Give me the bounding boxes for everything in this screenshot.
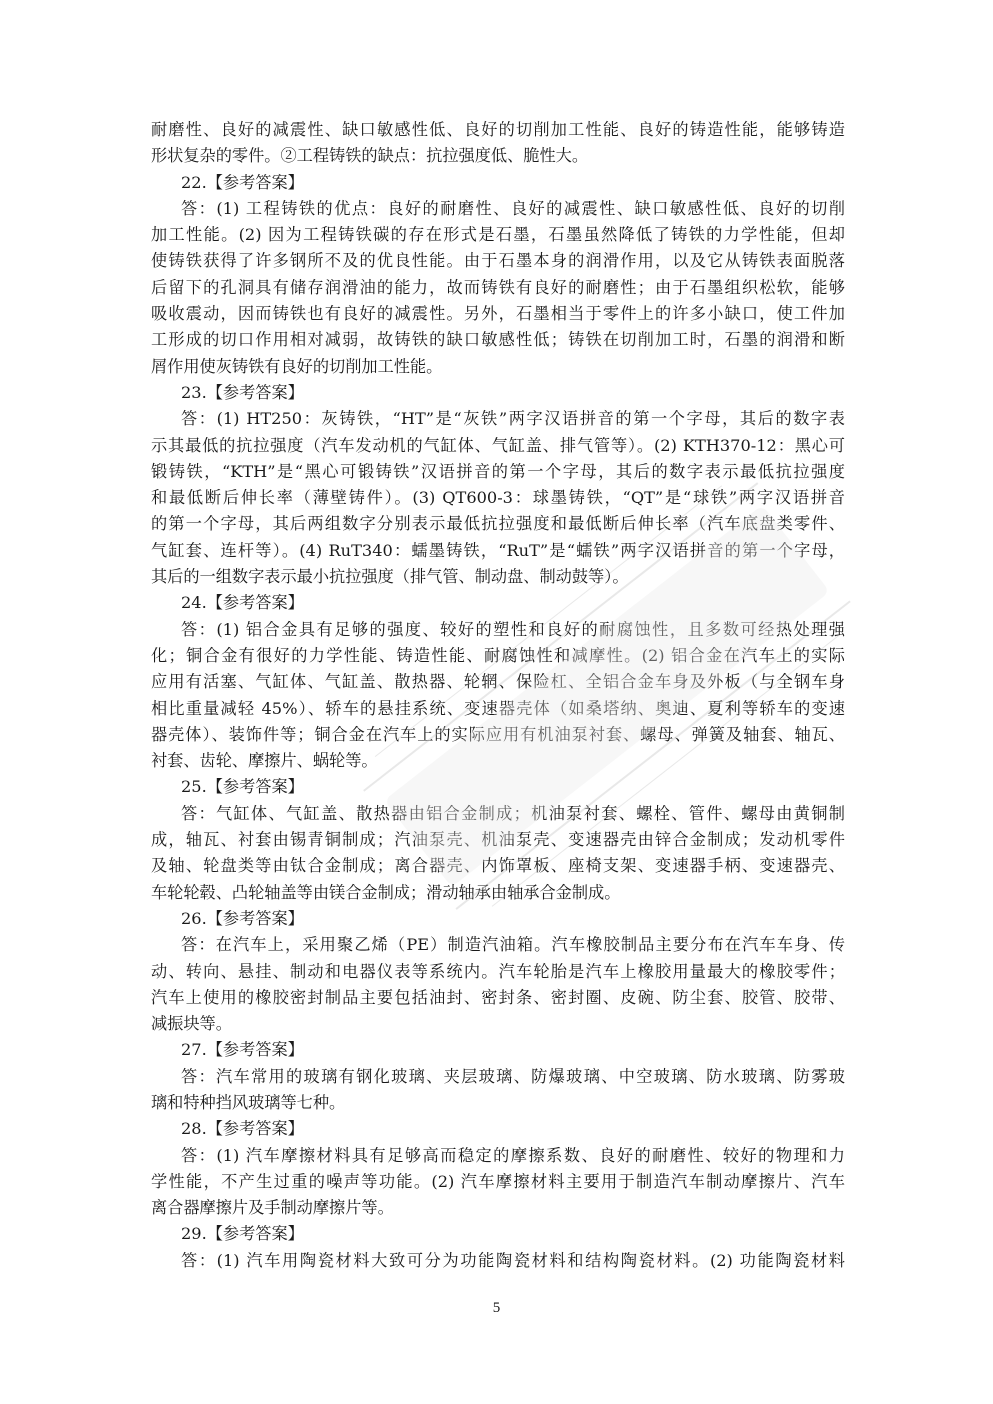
answer-heading: 26.【参考答案】 [181, 908, 304, 928]
paragraph-line: 衬套、齿轮、摩擦片、蜗轮等。 [151, 751, 378, 771]
answer-heading: 24.【参考答案】 [181, 593, 304, 613]
answer-heading: 23.【参考答案】 [181, 382, 304, 402]
paragraph-line: 使铸铁获得了许多钢所不及的优良性能。由于石墨本身的润滑作用，以及它从铸铁表面脱落 [151, 251, 845, 271]
paragraph-line: 后留下的孔洞具有储存润滑油的能力，故而铸铁有良好的耐磨性；由于石墨组织松软，能够 [151, 277, 845, 297]
paragraph-line: 气缸套、连杆等）。(4) RuT340：蠕墨铸铁，“RuT”是“蠕铁”两字汉语拼音的第一个字母， [151, 540, 845, 560]
paragraph-line: 相比重量减轻 45%）、轿车的悬挂系统、变速器壳体（如桑塔纳、奥迪、夏利等轿车的变速 [151, 698, 845, 718]
paragraph-line: 璃和特种挡风玻璃等七种。 [151, 1092, 346, 1112]
paragraph-line: 答：(1) 铝合金具有足够的强度、较好的塑性和良好的耐腐蚀性，且多数可经热处理强 [181, 619, 845, 639]
answer-heading: 27.【参考答案】 [181, 1040, 304, 1060]
paragraph-line: 器壳体）、装饰件等；铜合金在汽车上的实际应用有机油泵衬套、螺母、弹簧及轴套、轴瓦、 [151, 724, 845, 744]
answer-heading: 28.【参考答案】 [181, 1119, 304, 1139]
paragraph-line: 答：气缸体、气缸盖、散热器由铝合金制成；机油泵衬套、螺栓、管件、螺母由黄铜制 [181, 803, 845, 823]
paragraph-line: 屑作用使灰铸铁有良好的切削加工性能。 [151, 356, 443, 376]
paragraph-line: 加工性能。(2) 因为工程铸铁碳的存在形式是石墨，石墨虽然降低了铸铁的力学性能，但却 [151, 225, 845, 245]
paragraph-line: 动、转向、悬挂、制动和电器仪表等系统内。汽车轮胎是汽车上橡胶用量最大的橡胶零件； [151, 961, 845, 981]
paragraph-line: 汽车上使用的橡胶密封制品主要包括油封、密封条、密封圈、皮碗、防尘套、胶管、胶带、 [151, 987, 845, 1007]
answer-heading: 22.【参考答案】 [181, 172, 304, 192]
paragraph-line: 应用有活塞、气缸体、气缸盖、散热器、轮辋、保险杠、全铝合金车身及外板（与全钢车身 [151, 672, 845, 692]
paragraph-line: 及轴、轮盘类等由钛合金制成；离合器壳、内饰罩板、座椅支架、变速器手柄、变速器壳、 [151, 856, 845, 876]
page-number: 5 [492, 1300, 501, 1316]
paragraph-line: 示其最低的抗拉强度（汽车发动机的气缸体、气缸盖、排气管等）。(2) KTH370-12：黑心可 [151, 435, 845, 455]
answer-heading: 29.【参考答案】 [181, 1224, 304, 1244]
paragraph-line: 离合器摩擦片及手制动摩擦片等。 [151, 1198, 394, 1218]
paragraph-line: 减振块等。 [151, 1014, 232, 1034]
paragraph-line: 耐磨性、良好的减震性、缺口敏感性低、良好的切削加工性能、良好的铸造性能，能够铸造 [151, 120, 845, 139]
paragraph-line: 车轮轮毂、凸轮轴盖等由镁合金制成；滑动轴承由轴承合金制成。 [151, 882, 621, 902]
paragraph-line: 答：(1) HT250：灰铸铁，“HT”是“灰铁”两字汉语拼音的第一个字母，其后的数字表 [181, 409, 845, 429]
document-body [151, 117, 845, 1274]
answer-heading: 25.【参考答案】 [181, 777, 304, 797]
paragraph-line: 其后的一组数字表示最小抗拉强度（排气管、制动盘、制动鼓等）。 [151, 567, 629, 587]
paragraph-line: 形状复杂的零件。②工程铸铁的缺点：抗拉强度低、脆性大。 [151, 146, 589, 166]
paragraph-line: 化；铜合金有很好的力学性能、铸造性能、耐腐蚀性和减摩性。(2) 铝合金在汽车上的实际 [151, 645, 845, 665]
paragraph-line: 成，轴瓦、衬套由锡青铜制成；汽油泵壳、机油泵壳、变速器壳由锌合金制成；发动机零件 [151, 830, 845, 850]
paragraph-line: 答：在汽车上，采用聚乙烯（PE）制造汽油箱。汽车橡胶制品主要分布在汽车车身、传 [181, 935, 845, 955]
paragraph-line: 答：(1) 汽车摩擦材料具有足够高而稳定的摩擦系数、良好的耐磨性、较好的物理和力 [181, 1145, 845, 1165]
paragraph-line: 答：(1) 工程铸铁的优点：良好的耐磨性、良好的减震性、缺口敏感性低、良好的切削 [181, 198, 845, 218]
paragraph-line: 锻铸铁，“KTH”是“黑心可锻铸铁”汉语拼音的第一个字母，其后的数字表示最低抗拉强度 [151, 461, 845, 481]
paragraph-line: 工形成的切口作用相对减弱，故铸铁的缺口敏感性低；铸铁在切削加工时，石墨的润滑和断 [151, 330, 845, 350]
paragraph-line: 学性能，不产生过重的噪声等功能。(2) 汽车摩擦材料主要用于制造汽车制动摩擦片、汽车 [151, 1171, 845, 1191]
paragraph-line: 和最低断后伸长率（薄壁铸件）。(3) QT600-3：球墨铸铁，“QT”是“球铁”两字汉语拼音 [151, 488, 845, 508]
paragraph-line: 答：汽车常用的玻璃有钢化玻璃、夹层玻璃、防爆玻璃、中空玻璃、防水玻璃、防雾玻 [181, 1066, 845, 1086]
paragraph-line: 吸收震动，因而铸铁也有良好的减震性。另外，石墨相当于零件上的许多小缺口，使工件加 [151, 304, 845, 324]
paragraph-line: 答：(1) 汽车用陶瓷材料大致可分为功能陶瓷材料和结构陶瓷材料。(2) 功能陶瓷材料 [181, 1250, 845, 1270]
paragraph-line: 的第一个字母，其后两组数字分别表示最低抗拉强度和最低断后伸长率（汽车底盘类零件、 [151, 514, 845, 534]
